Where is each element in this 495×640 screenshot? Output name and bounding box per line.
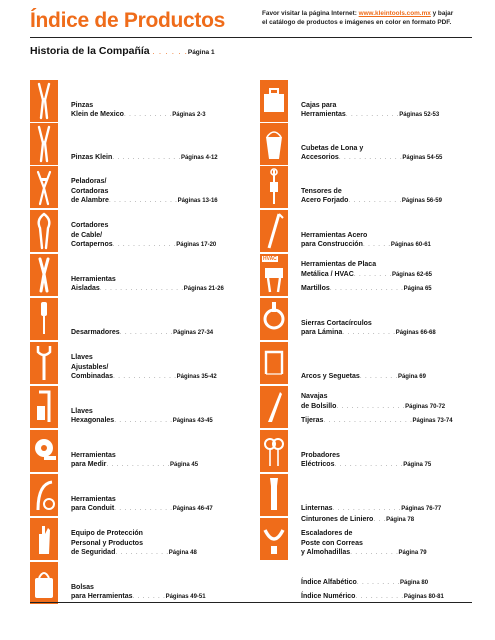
entry-line <box>301 231 431 240</box>
entry-line <box>301 110 439 120</box>
hex-key-icon <box>30 386 58 428</box>
tool-bag-icon <box>30 562 58 604</box>
leader-dots: . . . . . . . . . . . . . . . <box>329 284 404 292</box>
entry-line <box>301 460 431 470</box>
flashlight-icon <box>260 474 288 516</box>
entry-line <box>71 592 206 602</box>
page-reference: Páginas 80-81 <box>403 593 444 600</box>
entry-line <box>301 144 442 153</box>
wire-stripper-icon <box>30 166 58 208</box>
entry-line <box>71 101 206 110</box>
catalog-entry[interactable] <box>260 430 465 472</box>
entry-label: Combinadas <box>71 372 114 380</box>
entry-line <box>301 240 431 250</box>
entry-text <box>301 187 442 206</box>
page-reference: Páginas 4-12 <box>180 154 218 161</box>
catalog-entry[interactable] <box>30 474 235 516</box>
catalog-entry[interactable] <box>30 166 235 208</box>
entry-line <box>71 548 197 558</box>
entry-group <box>301 187 442 206</box>
catalog-entry[interactable] <box>30 430 235 472</box>
page-reference: Página 79 <box>398 549 427 556</box>
entry-label: Pinzas Klein <box>71 153 113 161</box>
leader-dots: . . . . . . . . . <box>356 578 401 586</box>
catalog-entry[interactable] <box>260 123 465 165</box>
entry-label: para Conduit <box>71 504 115 512</box>
entry-line <box>71 495 213 504</box>
entry-label: Hexagonales <box>71 416 115 424</box>
entry-label: Poste con Correas <box>301 539 363 547</box>
entry-text <box>301 101 439 120</box>
history-page: Página 1 <box>187 49 215 56</box>
visit-text-prefix: Favor visitar la página Internet: <box>262 10 359 17</box>
entry-group <box>301 392 453 411</box>
entry-text <box>71 221 216 250</box>
entry-line <box>71 275 224 284</box>
catalog-entry[interactable] <box>260 210 465 252</box>
entry-label: Equipo de Protección <box>71 530 143 538</box>
entry-label: para Medir <box>71 460 107 468</box>
page-reference: Páginas 2-3 <box>172 111 206 118</box>
entry-label: y Almohadillas <box>301 548 351 556</box>
entry-label: Tijeras <box>301 416 324 424</box>
catalog-entry[interactable] <box>260 342 465 384</box>
catalog-entry[interactable] <box>260 254 465 296</box>
entry-line <box>301 529 427 538</box>
tape-measure-icon <box>30 430 58 472</box>
entry-group <box>301 101 439 120</box>
entry-line <box>71 416 213 426</box>
entry-label: Índice Alfabético <box>301 578 357 586</box>
leader-dots: . . . . . . . . <box>359 372 398 380</box>
page-reference: Páginas 17-20 <box>176 241 217 248</box>
entry-line <box>71 187 218 196</box>
entry-line <box>301 539 427 548</box>
entry-label: Cortadoras <box>71 187 109 195</box>
leader-dots: . . . . . . . . . . . . . . <box>334 460 404 468</box>
leader-dots: . . . . . . . . . . <box>123 110 173 118</box>
catalog-entry[interactable] <box>260 562 465 604</box>
entry-label: de Cable/ <box>71 231 103 239</box>
entry-line <box>71 372 217 382</box>
entry-label: Klein de Mexico <box>71 110 124 118</box>
leader-dots: . . . . . . . . . . . . <box>114 416 173 424</box>
entry-label: de Alambre <box>71 196 109 204</box>
entry-line <box>71 460 198 470</box>
entry-line <box>71 240 216 250</box>
entry-text <box>301 578 444 602</box>
entry-line <box>71 284 224 294</box>
entry-label: Martillos <box>301 284 330 292</box>
catalog-entry[interactable] <box>30 298 235 340</box>
entry-line <box>71 407 213 416</box>
lineman-belt-icon <box>260 518 288 560</box>
entry-label: Linternas <box>301 504 333 512</box>
leader-dots: . . . . . . . . . . . . . . <box>112 153 181 161</box>
entry-label: Navajas <box>301 393 328 401</box>
catalog-entry[interactable] <box>260 474 465 516</box>
hole-saw-icon <box>260 298 288 340</box>
entry-text <box>71 583 206 602</box>
entry-group <box>301 372 426 382</box>
leader-dots: . . . . . . . . . . . . . . <box>336 402 406 410</box>
entry-label: Llaves <box>71 354 93 362</box>
wrench-icon <box>30 342 58 384</box>
hvac-tag: HVAC <box>263 256 277 262</box>
entry-line <box>301 578 444 588</box>
page-reference: Páginas 52-53 <box>399 111 440 118</box>
entry-text <box>301 231 431 250</box>
entry-line <box>71 153 218 163</box>
entry-label: Cinturones de Liniero <box>301 516 374 524</box>
entry-line <box>301 515 427 525</box>
entry-label: Sierras Cortacírculos <box>301 319 372 327</box>
page-reference: Página 80 <box>400 579 429 586</box>
entry-text <box>301 504 441 514</box>
entry-text <box>71 275 224 294</box>
entry-group <box>301 284 432 294</box>
entry-line <box>301 392 453 401</box>
entry-line <box>301 153 442 163</box>
hvac-icon <box>260 254 288 296</box>
leader-dots: . . . . . . . . . . . <box>119 328 174 336</box>
leader-dots: . . . . . . . . . . . . . <box>112 240 177 248</box>
page-reference: Página 69 <box>397 373 426 380</box>
pocket-knife-icon <box>260 386 288 428</box>
leader-dots: . . . . . . . . . . . . . . <box>108 196 178 204</box>
page-reference: Página 78 <box>386 517 415 524</box>
company-history-entry[interactable] <box>30 45 330 57</box>
entry-text <box>301 319 436 338</box>
entry-label: Ajustables/ <box>71 363 109 371</box>
leader-dots: . . . . . . . . <box>353 270 392 278</box>
entry-label: Llaves <box>71 407 93 415</box>
entry-label: para Herramientas <box>71 592 133 600</box>
website-link[interactable]: www.kleintools.com.mx <box>358 10 431 17</box>
entry-line <box>301 328 436 338</box>
entry-line <box>71 353 217 362</box>
leader-dots: . . . . . . <box>362 240 391 248</box>
pliers-icon <box>30 80 58 122</box>
entry-line <box>71 451 198 460</box>
entry-line <box>71 221 216 230</box>
leader-dots: . . . . . . . . . . . <box>348 196 402 204</box>
catalog-entry[interactable] <box>30 80 235 122</box>
entry-label: Arcos y Seguetas <box>301 372 360 380</box>
entry-group <box>301 504 441 514</box>
entry-line <box>71 110 206 120</box>
entry-text <box>71 495 213 514</box>
page-reference: Página 75 <box>403 461 432 468</box>
page-reference: Páginas 76-77 <box>401 505 442 512</box>
entry-label: de Bolsillo <box>301 402 337 410</box>
page-reference: Páginas 73-74 <box>412 417 453 424</box>
entry-label: Escaladores de <box>301 530 353 538</box>
entry-label: Accesorios <box>301 153 339 161</box>
catalog-entry[interactable] <box>30 342 235 384</box>
leader-dots: . . . . . . . . . . . . . <box>113 372 177 380</box>
entry-line <box>71 539 197 548</box>
entry-group <box>301 451 431 470</box>
leader-dots: . . . . . . . . . . . . <box>114 504 173 512</box>
entry-label: Índice Numérico <box>301 592 356 600</box>
leader-dots: . . . <box>373 516 387 524</box>
entry-line <box>301 284 432 294</box>
canvas-bucket-icon <box>260 123 288 165</box>
entry-group <box>301 515 427 525</box>
entry-text <box>301 451 431 470</box>
leader-dots: . . . . . . <box>152 47 188 56</box>
entry-line <box>71 363 217 372</box>
page-reference: Páginas 35-42 <box>176 373 217 380</box>
entry-group <box>301 592 444 602</box>
history-label: Historia de la Compañía <box>30 45 150 57</box>
entry-label: de Seguridad <box>71 548 116 556</box>
catalog-entry[interactable] <box>30 123 235 165</box>
entry-line <box>71 231 216 240</box>
entry-label: Herramientas <box>71 495 116 503</box>
page-reference: Páginas 46-47 <box>172 505 213 512</box>
page-reference: Páginas 43-45 <box>172 417 213 424</box>
entry-line <box>301 101 439 110</box>
entry-label: Herramientas de Placa <box>301 261 377 269</box>
catalog-entry[interactable] <box>30 254 235 296</box>
entry-group <box>301 260 432 279</box>
entry-text <box>301 260 432 294</box>
entry-label: para Construcción <box>301 240 363 248</box>
entry-line <box>301 319 436 328</box>
page-reference: Página 48 <box>168 549 197 556</box>
insulated-tool-icon <box>30 254 58 296</box>
entry-line <box>301 260 432 269</box>
entry-line <box>301 504 441 514</box>
entry-text <box>71 451 198 470</box>
catalog-entry[interactable] <box>260 298 465 340</box>
entry-line <box>71 196 218 206</box>
turnbuckle-icon <box>260 166 288 208</box>
entry-label: Tensores de <box>301 187 342 195</box>
entry-label: Cortapernos <box>71 240 113 248</box>
page-reference: Páginas 13-16 <box>177 197 218 204</box>
entry-text <box>301 144 442 163</box>
catalog-entry[interactable] <box>260 80 465 122</box>
entry-group <box>301 416 453 426</box>
entry-line <box>301 372 426 382</box>
entry-group <box>301 319 436 338</box>
leader-dots: . . . . . . . . . . . . . . . . . . <box>323 416 413 424</box>
entry-line <box>301 196 442 206</box>
entry-label: Herramientas <box>301 110 346 118</box>
entry-line <box>301 548 427 558</box>
entry-group <box>301 529 427 558</box>
entry-text <box>71 177 218 206</box>
entry-group <box>301 231 431 250</box>
entry-label: Eléctricos <box>301 460 335 468</box>
leader-dots: . . . . . . . . . . . . . . . . . <box>99 284 184 292</box>
entry-label: Probadores <box>301 451 340 459</box>
tester-icon <box>260 430 288 472</box>
leader-dots: . . . . . . . . . . . <box>342 328 396 336</box>
catalog-entry[interactable] <box>260 166 465 208</box>
entry-line <box>301 402 453 412</box>
entry-group <box>301 144 442 163</box>
footer-divider <box>30 602 472 603</box>
entry-label: Cubetas de Lona y <box>301 144 364 152</box>
entry-text <box>71 328 213 338</box>
leader-dots: . . . . . . . . . . . . . <box>338 153 403 161</box>
catalog-entry[interactable] <box>30 562 235 604</box>
entry-label: Peladoras/ <box>71 178 107 186</box>
page-reference: Páginas 62-65 <box>391 271 432 278</box>
visit-text-line2: el catálogo de productos e imágenes en color en formato PDF. <box>262 18 452 26</box>
cable-cutter-icon <box>30 210 58 252</box>
entry-line <box>71 328 213 338</box>
catalog-entry[interactable] <box>260 518 465 560</box>
leader-dots: . . . . . . . . . . . . . <box>106 460 171 468</box>
page-reference: Páginas 27-34 <box>173 329 214 336</box>
catalog-entry[interactable] <box>30 386 235 428</box>
entry-line <box>71 529 197 538</box>
entry-group <box>301 578 444 588</box>
entry-line <box>301 451 431 460</box>
page-reference: Página 45 <box>170 461 199 468</box>
page-title: Índice de Productos <box>30 9 225 32</box>
toolbox-icon <box>260 80 288 122</box>
leader-dots: . . . . . . . <box>132 592 166 600</box>
page-reference: Páginas 60-61 <box>390 241 431 248</box>
entry-label: Bolsas <box>71 583 94 591</box>
entry-text <box>71 407 213 426</box>
hacksaw-icon <box>260 342 288 384</box>
screwdriver-icon <box>30 298 58 340</box>
entry-label: Herramientas <box>71 275 116 283</box>
entry-label: Herramientas Acero <box>301 231 368 239</box>
entry-text <box>301 372 426 382</box>
entry-line <box>71 504 213 514</box>
entry-label: Cortadores <box>71 222 109 230</box>
entry-line <box>301 416 453 426</box>
page-reference: Páginas 49-51 <box>165 593 206 600</box>
entry-line <box>71 177 218 186</box>
page-reference: Páginas 56-59 <box>401 197 442 204</box>
page-reference: Páginas 21-26 <box>183 285 224 292</box>
entry-line <box>301 270 432 280</box>
pliers-icon <box>30 123 58 165</box>
leader-dots: . . . . . . . . . . <box>350 548 399 556</box>
entry-text <box>301 392 453 426</box>
entry-text <box>71 153 218 163</box>
page-reference: Páginas 54-55 <box>402 154 443 161</box>
catalog-entry[interactable] <box>30 518 235 560</box>
catalog-entry[interactable] <box>30 210 235 252</box>
entry-label: Pinzas <box>71 101 94 109</box>
leader-dots: . . . . . . . . . . . . . . <box>332 504 402 512</box>
entry-text <box>301 515 427 558</box>
entry-label: Cajas para <box>301 101 337 109</box>
catalog-entry[interactable] <box>260 386 465 428</box>
entry-label: Personal y Productos <box>71 539 143 547</box>
entry-label: para Lámina <box>301 328 343 336</box>
entry-text <box>71 353 217 382</box>
leader-dots: . . . . . . . . . . . <box>115 548 169 556</box>
entry-line <box>301 187 442 196</box>
page-reference: Páginas 66-68 <box>395 329 436 336</box>
page-reference: Páginas 70-72 <box>405 403 446 410</box>
website-notice <box>262 10 472 27</box>
header-divider <box>30 37 472 38</box>
safety-glove-icon <box>30 518 58 560</box>
leader-dots: . . . . . . . . . . . <box>345 110 400 118</box>
construction-bar-icon <box>260 210 288 252</box>
entry-line <box>301 592 444 602</box>
entry-label: Herramientas <box>71 451 116 459</box>
entry-label: Metálica / HVAC <box>301 270 354 278</box>
conduit-bender-icon <box>30 474 58 516</box>
entry-text <box>71 529 197 558</box>
leader-dots: . . . . . . . . . . <box>355 592 404 600</box>
entry-line <box>71 583 206 592</box>
entry-label: Acero Forjado <box>301 196 349 204</box>
entry-text <box>71 101 206 120</box>
entry-label: Desarmadores <box>71 328 120 336</box>
page-reference: Página 65 <box>403 285 432 292</box>
entry-label: Aisladas <box>71 284 100 292</box>
visit-text-suffix: y bajar <box>430 10 454 17</box>
